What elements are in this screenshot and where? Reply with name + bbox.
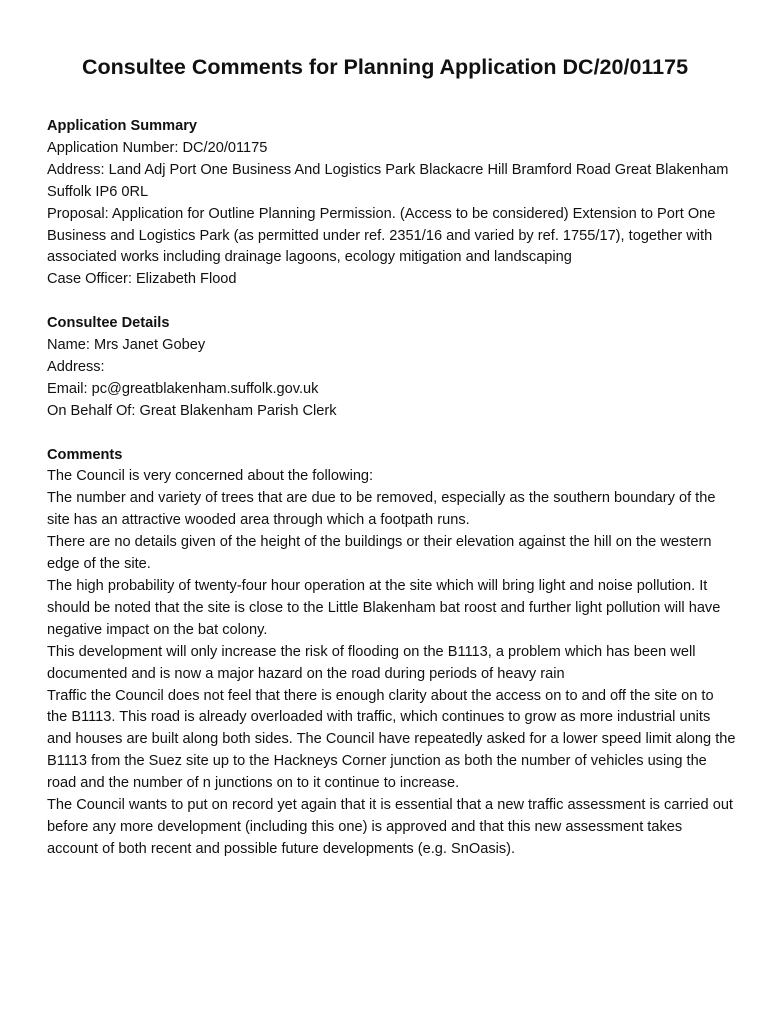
consultee-details-section bbox=[47, 313, 737, 423]
comment-paragraph: The Council wants to put on record yet again that it is essential that a new traffic assessment is carried out before any more development (including this one) is approved and that this new assessment takes account of both recent and possible future developments (e.g. SnOasis). bbox=[47, 797, 733, 857]
document-title: Consultee Comments for Planning Application DC/20/01175 bbox=[81, 55, 689, 79]
comment-paragraph: Traffic the Council does not feel that there is enough clarity about the access on to and off the site on to the B1113. This road is already overloaded with traffic, which continues to grow as more industrial units and houses are built along both sides. The Council have repeatedly asked for a lower speed limit along the B1113 from the Suez site up to the Hackneys Corner junction as both the number of vehicles using the road and the number of n junctions on to it continue to increase. bbox=[47, 687, 736, 792]
application-number: Application Number: DC/20/01175 bbox=[47, 139, 268, 156]
comment-paragraph: The Council is very concerned about the following: bbox=[47, 468, 374, 485]
consultee-on-behalf-of: On Behalf Of: Great Blakenham Parish Clerk bbox=[47, 402, 337, 419]
comment-paragraph: This development will only increase the risk of flooding on the B1113, a problem which has been well documented and is now a major hazard on the road during periods of heavy rain bbox=[47, 643, 696, 682]
comment-paragraph: There are no details given of the height of the buildings or their elevation against the hill on the western edge of the site. bbox=[47, 534, 712, 573]
consultee-name: Name: Mrs Janet Gobey bbox=[47, 337, 206, 354]
comment-paragraph: The high probability of twenty-four hour operation at the site which will bring light and noise pollution. It should be noted that the site is close to the Little Blakenham bat roost and further light pollution will have negative impact on the bat colony. bbox=[47, 578, 721, 638]
application-summary-heading: Application Summary bbox=[47, 118, 198, 134]
document-body bbox=[47, 116, 737, 883]
consultee-address: Address: bbox=[47, 358, 105, 375]
application-proposal: Proposal: Application for Outline Planning Permission. (Access to be considered) Extension to Port One Business and Logistics Park (as permitted under ref. 2351/16 and varied by ref. 1755/17), together with associated works including drainage lagoons, ecology mitigation and landscaping bbox=[47, 205, 716, 266]
consultee-details-heading: Consultee Details bbox=[47, 315, 170, 332]
comments-heading: Comments bbox=[47, 446, 123, 463]
case-officer: Case Officer: Elizabeth Flood bbox=[47, 271, 237, 288]
consultee-email: Email: pc@greatblakenham.suffolk.gov.uk bbox=[47, 380, 319, 397]
application-summary-section bbox=[47, 116, 737, 291]
comments-section bbox=[47, 445, 737, 861]
application-address: Address: Land Adj Port One Business And Logistics Park Blackacre Hill Bramford Road Great Blakenham Suffolk IP6 0RL bbox=[47, 161, 729, 200]
comment-paragraph: The number and variety of trees that are due to be removed, especially as the southern boundary of the site has an attractive wooded area through which a footpath runs. bbox=[47, 490, 716, 529]
